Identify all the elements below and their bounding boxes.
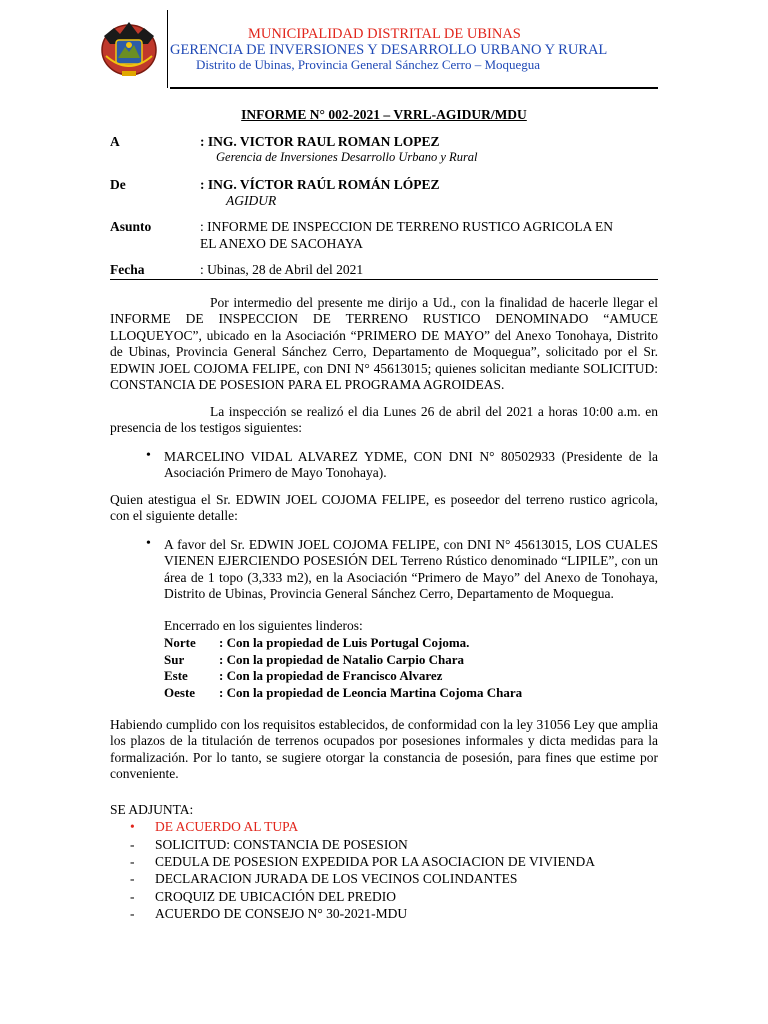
from-value: : ING. VÍCTOR RAÚL ROMÁN LÓPEZ	[200, 177, 440, 192]
attachment-item: - CEDULA DE POSESION EXPEDIDA POR LA ASOCIACION DE VIVIENDA	[130, 854, 596, 870]
bullet-icon: •	[146, 448, 151, 463]
boundary-row: Oeste : Con la propiedad de Leoncia Martina Cojoma Chara	[164, 684, 523, 700]
attachment-item: - ACUERDO DE CONSEJO N° 30-2021-MDU	[130, 905, 408, 921]
paragraph-inspection: La inspección se realizó el dia Lunes 26 de abril del 2021 a horas 10:00 a.m. en presencia de los testigos siguientes:	[110, 404, 658, 436]
from-label: De	[110, 177, 126, 192]
witness-item: MARCELINO VIDAL ALVAREZ YDME, CON DNI N° 80502933 (Presidente de la Asociación Primero de Mayo Tonohaya).	[164, 449, 658, 481]
to-subtitle: Gerencia de Inversiones Desarrollo Urbano y Rural	[216, 150, 478, 164]
header-rule	[170, 87, 658, 89]
paragraph-intro: Por intermedio del presente me dirijo a Ud., con la finalidad de hacerle llegar el INFORME DE INSPECCION DE TERRENO RUSTICO DENOMINADO “AMUCE LLOQUEYOC”, ubicado en la Asociación “PRIMERO DE MAYO” del Anexo Tonohaya, Distrito de Ubinas, Provincia General Sánchez Cerro, Departamento de Moquegua”, solicitado por el Sr. EDWIN JOEL COJOMA FELIPE, con DNI N° 45613015; quienes solicitan mediante SOLICITUD: CONSTANCIA DE POSESION PARA EL PROGRAMA AGROIDEAS.	[110, 295, 658, 393]
attachment-red-item: DE ACUERDO AL TUPA	[155, 819, 299, 834]
memo-rule	[110, 279, 658, 280]
paragraph-conclusion: Habiendo cumplido con los requisitos establecidos, de conformidad con la ley 31056 Ley que amplia los plazos de la titulación de terrenos ocupados por posesiones informales y dicta medidas para la formalización. Por lo tanto, se sugiere otorgar la constancia de posesión, para fines que estime por conveniente.	[110, 717, 658, 782]
to-value: : ING. VICTOR RAUL ROMAN LOPEZ	[200, 134, 440, 149]
subject-line2: EL ANEXO DE SACOHAYA	[200, 236, 363, 251]
attachment-item: - SOLICITUD: CONSTANCIA DE POSESION	[130, 837, 408, 852]
date-value: : Ubinas, 28 de Abril del 2021	[200, 262, 364, 277]
boundary-row: Norte : Con la propiedad de Luis Portugal Cojoma.	[164, 635, 470, 650]
bullet-icon: •	[130, 819, 135, 834]
subject-line1: : INFORME DE INSPECCION DE TERRENO RUSTICO AGRICOLA EN	[200, 219, 614, 234]
from-subtitle: AGIDUR	[226, 193, 277, 208]
bullet-icon: •	[146, 536, 151, 551]
boundary-row: Este : Con la propiedad de Francisco Alvarez	[164, 668, 443, 683]
land-detail-item: A favor del Sr. EDWIN JOEL COJOMA FELIPE, con DNI N° 45613015, LOS CUALES VIENEN EJERCIENDO POSESIÓN DEL Terreno Rústico denominado “LIPILE”, con un área de 1 topo (3,333 m2), en la Asociación “Primero de Mayo” del Anexo de Tonohaya, Distrito de Ubinas, Provincia General Sánchez Cerro, Departamento de Moquegua.	[164, 537, 658, 602]
attachment-item: - DECLARACION JURADA DE LOS VECINOS COLINDANTES	[130, 871, 518, 887]
attachment-item: - CROQUIZ DE UBICACIÓN DEL PREDIO	[130, 888, 396, 904]
paragraph-witness: Quien atestigua el Sr. EDWIN JOEL COJOMA FELIPE, es poseedor del terreno rustico agricola, con el siguiente detalle:	[110, 492, 658, 524]
date-label: Fecha	[110, 262, 145, 277]
header-vertical-rule	[167, 10, 168, 88]
boundaries-list	[164, 635, 522, 701]
municipal-coat-of-arms-icon	[98, 14, 160, 78]
header-location: Distrito de Ubinas, Provincia General Sánchez Cerro – Moquegua	[196, 57, 541, 72]
header-municipality: MUNICIPALIDAD DISTRITAL DE UBINAS	[248, 26, 521, 42]
attachments-list	[130, 836, 595, 922]
to-label: A	[110, 134, 120, 149]
subject-label: Asunto	[110, 219, 152, 234]
boundary-row: Sur : Con la propiedad de Natalio Carpio Chara	[164, 651, 464, 667]
report-title: INFORME N° 002-2021 – VRRL-AGIDUR/MDU	[241, 107, 527, 122]
boundaries-intro: Encerrado en los siguientes linderos:	[164, 618, 363, 633]
header-gerencia: GERENCIA DE INVERSIONES Y DESARROLLO URBANO Y RURAL	[170, 42, 608, 58]
attachments-heading: SE ADJUNTA:	[110, 802, 194, 817]
